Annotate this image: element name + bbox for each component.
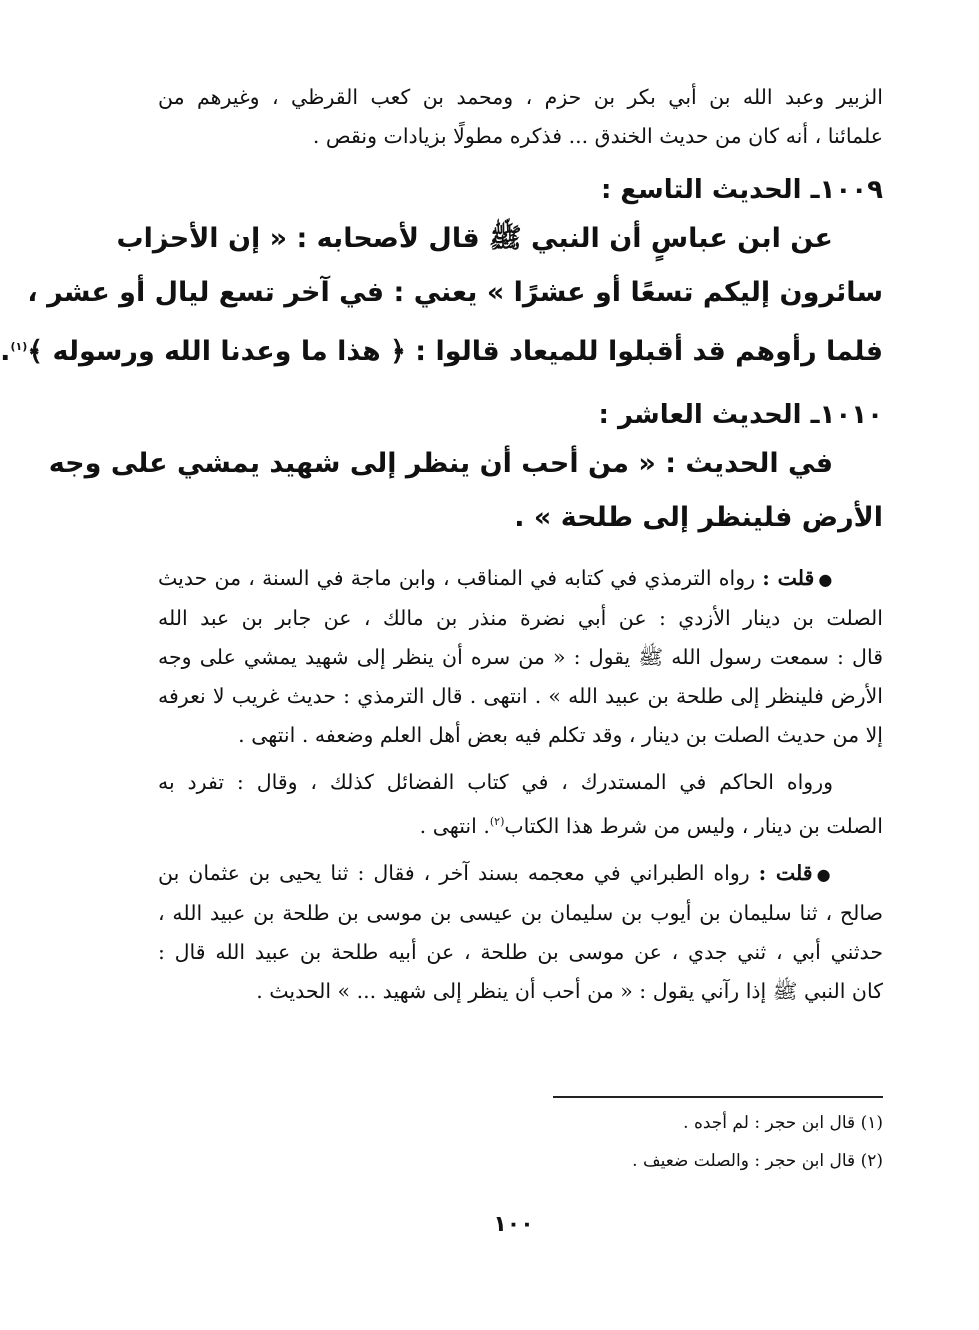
intro-paragraph [158, 78, 883, 156]
text-line-content: الصلت بن دينار ، وليس من شرط هذا الكتاب [504, 813, 883, 838]
footnote: (٢) قال ابن حجر : والصلت ضعيف . [632, 1151, 883, 1171]
text-line: صالح ، ثنا سليمان بن أيوب بن سليمان بن عيسى بن موسى بن طلحة بن عبيد الله ، [158, 900, 883, 925]
text-line: إلا من حديث الصلت بن دينار ، وقد تكلم فيه بعض أهل العلم وضعفه . انتهى . [238, 723, 883, 747]
text-line: الأرض فلينظر إلى طلحة بن عبيد الله » . انتهى . قال الترمذي : حديث غريب لا نعرفه [158, 684, 883, 708]
hadith-9-section [0, 168, 883, 379]
text-line [158, 802, 883, 846]
text-line: سائرون إليكم تسعًا أو عشرًا » يعني : في آخر تسع ليال أو عشر ، [27, 277, 883, 308]
text-line [158, 854, 883, 894]
text-line: قال : سمعت رسول الله ﷺ يقول : « من سره أن ينظر إلى شهيد يمشي على وجه [158, 645, 883, 669]
text-line: فلما رأوهم قد أقبلوا للميعاد قالوا : ﴿ هذا ما وعدنا الله ورسوله ﴾$^{(١)}$. [0, 336, 883, 367]
text-line: علمائنا ، أنه كان من حديث الخندق ... فذكره مطولًا بزيادات ونقص . [312, 124, 883, 148]
text-line: في الحديث : « من أحب أن ينظر إلى شهيد يمشي على وجه [48, 448, 833, 479]
footnote-ref: (١) [10, 340, 28, 353]
note-2-paragraph [158, 763, 883, 846]
footnotes [553, 1096, 883, 1180]
qult-label: قلت : [762, 566, 815, 590]
text-line-content: فلما رأوهم قد أقبلوا للميعاد قالوا : ﴿ هذا ما وعدنا الله ورسوله ﴾ [27, 336, 883, 367]
text-line: كان النبي ﷺ إذا رآني يقول : « من أحب أن ينظر إلى شهيد ... » الحديث . [256, 978, 883, 1003]
text-line: الأرض فلينظر إلى طلحة » . [514, 502, 883, 533]
qult-label: قلت : [758, 860, 813, 885]
footnote-ref: (٢) [489, 815, 505, 828]
hadith-10-section [48, 393, 883, 545]
text-line: ورواه الحاكم في المستدرك ، في كتاب الفضائل كذلك ، وقال : تفرد به [158, 770, 833, 794]
text-line-content: رواه الطبراني في معجمه بسند آخر ، فقال : ثنا يحيى بن عثمان بن [158, 860, 750, 885]
hadith-10-heading: ١٠١٠ـ الحديث العاشر : [598, 400, 883, 430]
note-1-paragraph [158, 559, 883, 755]
bullet-icon: ● [818, 570, 833, 589]
hadith-9-text [0, 212, 883, 379]
text-line: الزبير وعبد الله بن أبي بكر بن حزم ، ومحمد بن كعب القرظي ، وغيرهم من [158, 85, 883, 109]
bullet-icon: ● [816, 864, 833, 884]
page-body [0, 78, 883, 1011]
footnote: (١) قال ابن حجر : لم أجده . [683, 1113, 883, 1133]
hadith-9-heading: ١٠٠٩ـ الحديث التاسع : [600, 175, 883, 205]
text-line [158, 559, 883, 599]
hadith-10-text [48, 437, 883, 545]
note-3-paragraph [158, 854, 883, 1011]
text-line: الصلت بن دينار الأزدي : عن أبي نضرة منذر بن مالك ، عن جابر بن عبد الله [158, 606, 883, 630]
text-line-ending: . انتهى . [419, 813, 490, 838]
text-line-content: رواه الترمذي في كتابه في المناقب ، وابن ماجة في السنة ، من حديث [158, 566, 756, 590]
text-line: حدثني أبي ، ثني جدي ، عن موسى بن طلحة ، عن أبيه طلحة بن عبيد الله قال : [158, 939, 883, 964]
text-line: عن ابن عباسٍ أن النبي ﷺ قال لأصحابه : « إن الأحزاب [116, 223, 833, 254]
page-number: ١٠٠ [493, 1212, 534, 1237]
